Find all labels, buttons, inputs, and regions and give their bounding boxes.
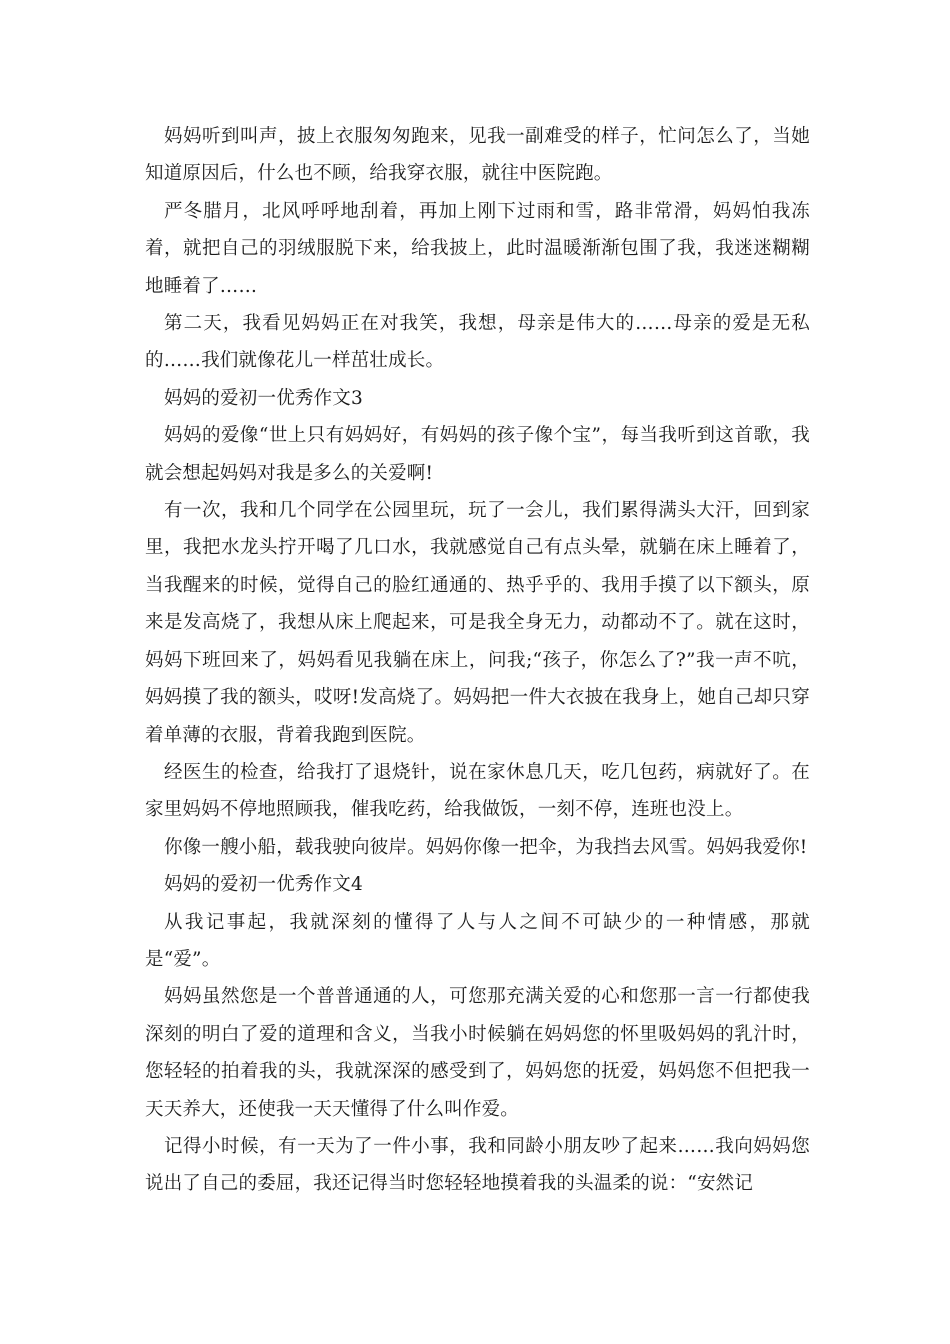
- paragraph-8: 从我记事起，我就深刻的懂得了人与人之间不可缺少的一种情感，那就是“爱”。: [145, 911, 810, 970]
- section-heading-3: 妈妈的爱初一优秀作文3: [164, 387, 363, 409]
- article-body: [145, 118, 810, 1203]
- paragraph-3: 第二天，我看见妈妈正在对我笑，我想，母亲是伟大的……母亲的爱是无私的……我们就像花儿一样茁壮成长。: [145, 313, 810, 372]
- paragraph-2: 严冬腊月，北风呼呼地刮着，再加上刚下过雨和雪，路非常滑，妈妈怕我冻着，就把自己的羽绒服脱下来，给我披上，此时温暖渐渐包围了我，我迷迷糊糊地睡着了……: [145, 200, 810, 297]
- paragraph-5: 有一次，我和几个同学在公园里玩，玩了一会儿，我们累得满头大汗，回到家里，我把水龙头拧开喝了几口水，我就感觉自己有点头晕，就躺在床上睡着了，当我醒来的时候，觉得自己的脸红通通的、热乎乎的、我用手摸了以下额头，原来是发高烧了，我想从床上爬起来，可是我全身无力，动都动不了。就在这时，妈妈下班回来了，妈妈看见我躺在床上，问我;“孩子，你怎么了?”我一声不吭，妈妈摸了我的额头，哎呀!发高烧了。妈妈把一件大衣披在我身上，她自己却只穿着单薄的衣服，背着我跑到医院。: [145, 500, 810, 746]
- paragraph-1: 妈妈听到叫声，披上衣服匆匆跑来，见我一副难受的样子，忙问怎么了，当她知道原因后，什么也不顾，给我穿衣服，就往中医院跑。: [145, 126, 810, 185]
- section-heading-4: 妈妈的爱初一优秀作文4: [164, 874, 363, 896]
- paragraph-9: 妈妈虽然您是一个普普通通的人，可您那充满关爱的心和您那一言一行都使我深刻的明白了爱的道理和含义，当我小时候躺在妈妈您的怀里吸妈妈的乳汁时，您轻轻的拍着我的头，我就深深的感受到了，妈妈您的抚爱，妈妈您不但把我一天天养大，还使我一天天懂得了什么叫作爱。: [145, 986, 810, 1120]
- paragraph-6: 经医生的检查，给我打了退烧针，说在家休息几天，吃几包药，病就好了。在家里妈妈不停地照顾我，催我吃药，给我做饭，一刻不停，连班也没上。: [145, 761, 810, 821]
- paragraph-4: 妈妈的爱像“世上只有妈妈好，有妈妈的孩子像个宝”，每当我听到这首歌，我就会想起妈妈对我是多么的关爱啊!: [145, 425, 810, 484]
- paragraph-10: 记得小时候，有一天为了一件小事，我和同龄小朋友吵了起来……我向妈妈您说出了自己的委屈，我还记得当时您轻轻地摸着我的头温柔的说：“安然记: [145, 1135, 810, 1195]
- paragraph-7: 你像一艘小船，载我驶向彼岸。妈妈你像一把伞，为我挡去风雪。妈妈我爱你!: [164, 836, 808, 858]
